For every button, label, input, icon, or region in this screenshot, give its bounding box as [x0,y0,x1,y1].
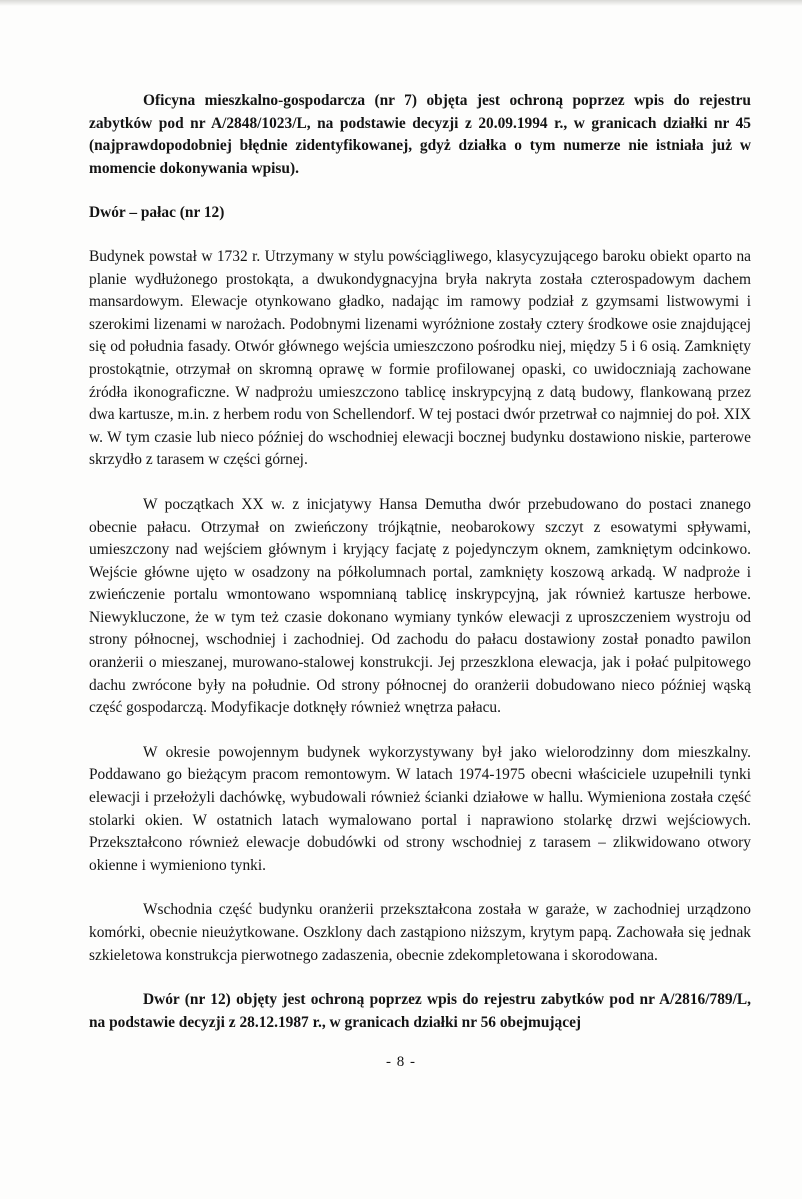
section-heading: Dwór – pałac (nr 12) [89,204,225,222]
body-paragraph: W okresie powojennym budynek wykorzystywany był jako wielorodzinny dom mieszkalny. Poddawano go bieżącym pracom remontowym. W latach 1974-1975 obecni właściciele uzupełnili tynki elewacji i przełożyli dachówkę, wybudowali również ścianki działowe w hallu. Wymieniona została część stolarki okien. W ostatnich latach wymalowano portal i naprawiono stolarkę drzwi wejściowych. Przekształcono również elewacje dobudówki od strony wschodniej z tarasem – zlikwidowano otwory okienne i wymieniono tynki. [89,743,751,874]
body-paragraph: Budynek powstał w 1732 r. Utrzymany w stylu powściągliwego, klasycyzującego baroku obiekt oparto na planie wydłużonego prostokąta, a dwukondygnacyjna bryła nakryta została czterospadowym dachem mansardowym. Elewacje otynkowano gładko, nadając im ramowy podział z gzymsami listwowymi i szerokimi lizenami w narożach. Podobnymi lizenami wyróżnione zostały cztery środkowe osie znajdującej się od południa fasady. Otwór głównego wejścia umieszczono pośrodku niej, między 5 i 6 osią. Zamknięty prostokątnie, otrzymał on skromną oprawę w formie profilowanej opaski, co uwidoczniają zachowane źródła ikonograficzne. W nadprożu umieszczono tablicę inskrypcyjną z datą budowy, flankowaną przez dwa kartusze, m.in. z herbem rodu von Schellendorf. W tej postaci dwór przetrwał co najmniej do poł. XIX w. W tym czasie lub nieco później do wschodniej elewacji bocznej budynku dostawiono niskie, parterowe skrzydło z tarasem w części górnej. [89,247,751,469]
intro-paragraph: Oficyna mieszkalno-gospodarcza (nr 7) objęta jest ochroną poprzez wpis do rejestru zabytków pod nr A/2848/1023/L, na podstawie decyzji z 20.09.1994 r., w granicach działki nr 45 (najprawdopodobniej błędnie zidentyfikowanej, gdyż działka o tym numerze nie istniała już w momencie dokonywania wpisu). [89,92,751,177]
page-number: - 8 - [386,1054,416,1070]
body-paragraph: W początkach XX w. z inicjatywy Hansa Demutha dwór przebudowano do postaci znanego obecnie pałacu. Otrzymał on zwieńczony trójkątnie, neobarokowy szczyt z esowatymi spływami, umieszczony nad wejściem głównym i kryjący facjatę z pojedynczym oknem, zamkniętym odcinkowo. Wejście główne ujęto w osadzony na półkolumnach portal, zamknięty koszową arkadą. W nadproże i zwieńczenie portalu wmontowano wspomnianą tablicę inskrypcyjną, jak również kartusze herbowe. Niewykluczone, że w tym też czasie dokonano wymiany tynków elewacji z uproszczeniem wystroju od strony północnej, wschodniej i zachodniej. Od zachodu do pałacu dostawiony został ponadto pawilon oranżerii o mieszanej, murowano-stalowej konstrukcji. Jej przeszklona elewacja, jak i połać pulpitowego dachu zwrócone były na południe. Od strony północnej do oranżerii dobudowano nieco później wąską część gospodarczą. Modyfikacje dotknęły również wnętrza pałacu. [89,495,751,717]
scan-edge [0,0,802,6]
closing-paragraph: Dwór (nr 12) objęty jest ochroną poprzez wpis do rejestru zabytków pod nr A/2816/789/L, na podstawie decyzji z 28.12.1987 r., w granicach działki nr 56 obejmującej [89,991,751,1031]
body-paragraph: Wschodnia część budynku oranżerii przekształcona została w garaże, w zachodniej urządzono komórki, obecnie nieużytkowane. Oszklony dach zastąpiono niższym, krytym papą. Zachowała się jednak szkieletowa konstrukcja pierwotnego zadaszenia, obecnie zdekompletowana i skorodowana. [89,901,751,964]
document-body [89,90,751,1034]
